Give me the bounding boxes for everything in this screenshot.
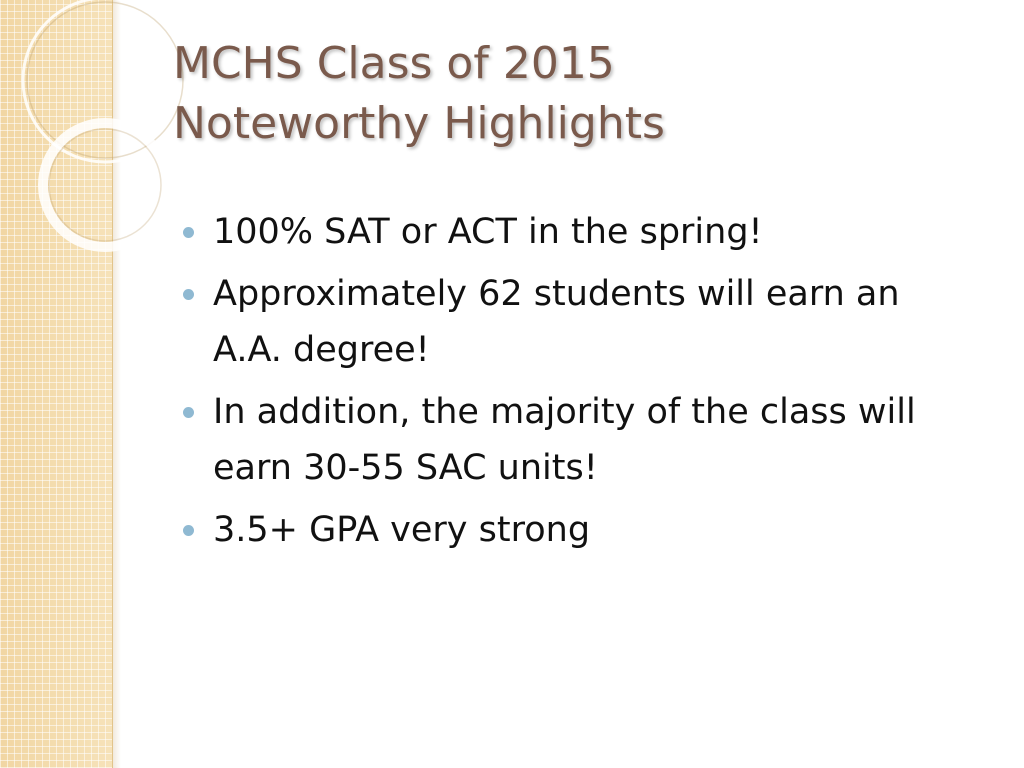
bullet-list [178,204,968,564]
bullet-text: Approximately 62 students will earn an A.A. degree! [213,274,900,370]
title-line-2: Noteworthy Highlights [173,98,665,149]
slide-title [173,34,973,154]
bullet-text: In addition, the majority of the class will earn 30-55 SAC units! [213,392,916,488]
bullet-dot-icon [183,289,194,300]
bullet-item [178,266,968,378]
bullet-dot-icon [183,227,194,238]
bullet-item [178,204,968,260]
bullet-text: 100% SAT or ACT in the spring! [213,212,763,252]
bullet-item [178,384,968,496]
bullet-item [178,502,968,558]
bullet-text: 3.5+ GPA very strong [213,510,591,550]
decorative-rings-icon [0,0,200,260]
title-line-1: MCHS Class of 2015 [173,38,615,89]
bullet-dot-icon [183,525,194,536]
bullet-dot-icon [183,407,194,418]
